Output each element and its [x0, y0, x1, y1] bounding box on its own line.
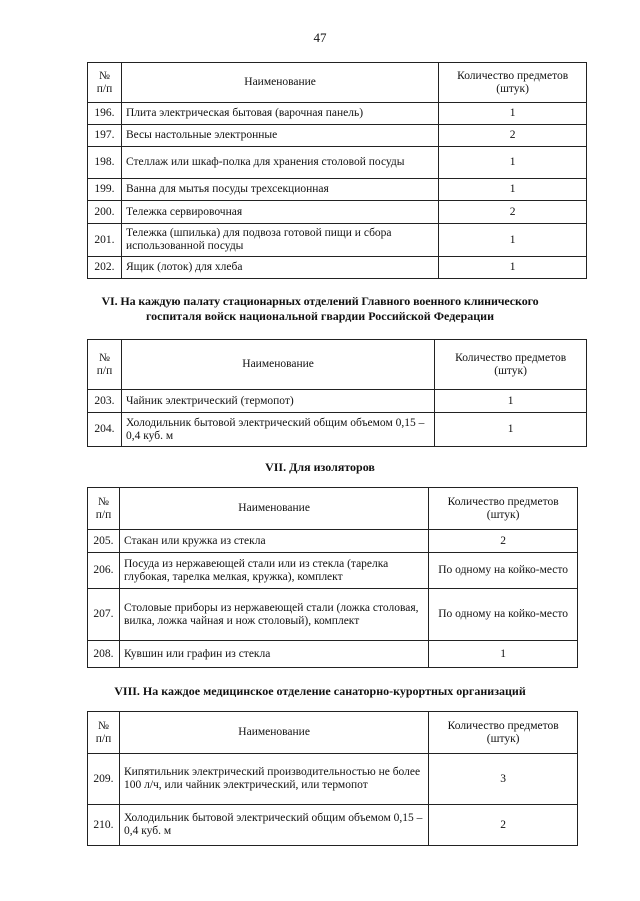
items-table-4: [87, 711, 578, 846]
row-num: 200.: [88, 201, 122, 224]
row-num: 210.: [88, 805, 120, 846]
section-heading-6-line2: госпиталя войск национальной гвардии Российской Федерации: [145, 309, 495, 323]
row-num: 198.: [88, 147, 122, 179]
header-qty: Количество предметов (штук): [435, 340, 587, 390]
table-row: [88, 257, 587, 279]
row-num: 202.: [88, 257, 122, 279]
header-name: Наименование: [121, 63, 438, 103]
row-name: Чайник электрический (термопот): [121, 390, 434, 413]
row-qty: 2: [439, 201, 587, 224]
table-row: [88, 553, 578, 589]
row-qty: По одному на койко-место: [429, 589, 578, 641]
row-qty: 1: [439, 224, 587, 257]
row-name: Стакан или кружка из стекла: [119, 530, 428, 553]
row-qty: По одному на койко-место: [429, 553, 578, 589]
row-qty: 1: [439, 257, 587, 279]
table-header-row: [88, 63, 587, 103]
header-name: Наименование: [119, 488, 428, 530]
items-table-2: [87, 339, 587, 447]
section-heading-7: VII. Для изоляторов: [265, 460, 375, 474]
row-num: 206.: [88, 553, 120, 589]
table-header-row: [88, 340, 587, 390]
header-qty: Количество предметов (штук): [429, 488, 578, 530]
row-qty: 1: [435, 413, 587, 447]
row-qty: 3: [429, 754, 578, 805]
row-qty: 1: [429, 641, 578, 668]
row-name: Тележка сервировочная: [121, 201, 438, 224]
header-num: № п/п: [88, 63, 122, 103]
table-header-row: [88, 488, 578, 530]
row-qty: 2: [439, 125, 587, 147]
items-table-1: [87, 62, 587, 279]
row-name: Тележка (шпилька) для подвоза готовой пищи и сбора использованной посуды: [121, 224, 438, 257]
table-row: [88, 147, 587, 179]
row-qty: 1: [435, 390, 587, 413]
table-row: [88, 589, 578, 641]
table-row: [88, 103, 587, 125]
table-row: [88, 179, 587, 201]
row-name: Кувшин или графин из стекла: [119, 641, 428, 668]
row-name: Ящик (лоток) для хлеба: [121, 257, 438, 279]
row-num: 205.: [88, 530, 120, 553]
section-heading-6-line1: VI. На каждую палату стационарных отделений Главного военного клинического: [101, 294, 539, 308]
row-name: Кипятильник электрический производительностью не более 100 л/ч, или чайник электрический, или термопот: [119, 754, 428, 805]
header-name: Наименование: [121, 340, 434, 390]
table-row: [88, 390, 587, 413]
row-name: Плита электрическая бытовая (варочная панель): [121, 103, 438, 125]
row-num: 207.: [88, 589, 120, 641]
header-num: № п/п: [88, 340, 122, 390]
row-qty: 2: [429, 530, 578, 553]
table-row: [88, 530, 578, 553]
header-qty: Количество предметов (штук): [439, 63, 587, 103]
table-row: [88, 805, 578, 846]
row-qty: 1: [439, 103, 587, 125]
table-row: [88, 413, 587, 447]
row-name: Холодильник бытовой электрический общим объемом 0,15 – 0,4 куб. м: [121, 413, 434, 447]
row-num: 203.: [88, 390, 122, 413]
row-qty: 2: [429, 805, 578, 846]
row-name: Посуда из нержавеющей стали или из стекла (тарелка глубокая, тарелка мелкая, кружка), комплект: [119, 553, 428, 589]
row-num: 201.: [88, 224, 122, 257]
table-row: [88, 224, 587, 257]
table-row: [88, 125, 587, 147]
table-row: [88, 201, 587, 224]
table-row: [88, 754, 578, 805]
header-qty: Количество предметов (штук): [429, 712, 578, 754]
row-num: 204.: [88, 413, 122, 447]
section-heading-6: [0, 294, 640, 324]
header-name: Наименование: [119, 712, 428, 754]
row-name: Столовые приборы из нержавеющей стали (ложка столовая, вилка, ложка чайная и нож столовый), комплект: [119, 589, 428, 641]
header-num: № п/п: [88, 712, 120, 754]
row-qty: 1: [439, 179, 587, 201]
page-number: 47: [313, 30, 327, 45]
row-num: 208.: [88, 641, 120, 668]
row-num: 196.: [88, 103, 122, 125]
items-table-3: [87, 487, 578, 668]
row-name: Стеллаж или шкаф-полка для хранения столовой посуды: [121, 147, 438, 179]
row-num: 197.: [88, 125, 122, 147]
row-name: Холодильник бытовой электрический общим объемом 0,15 – 0,4 куб. м: [119, 805, 428, 846]
row-num: 199.: [88, 179, 122, 201]
row-name: Ванна для мытья посуды трехсекционная: [121, 179, 438, 201]
row-name: Весы настольные электронные: [121, 125, 438, 147]
section-heading-8: VIII. На каждое медицинское отделение санаторно-курортных организаций: [114, 684, 526, 698]
row-num: 209.: [88, 754, 120, 805]
table-header-row: [88, 712, 578, 754]
header-num: № п/п: [88, 488, 120, 530]
table-row: [88, 641, 578, 668]
row-qty: 1: [439, 147, 587, 179]
